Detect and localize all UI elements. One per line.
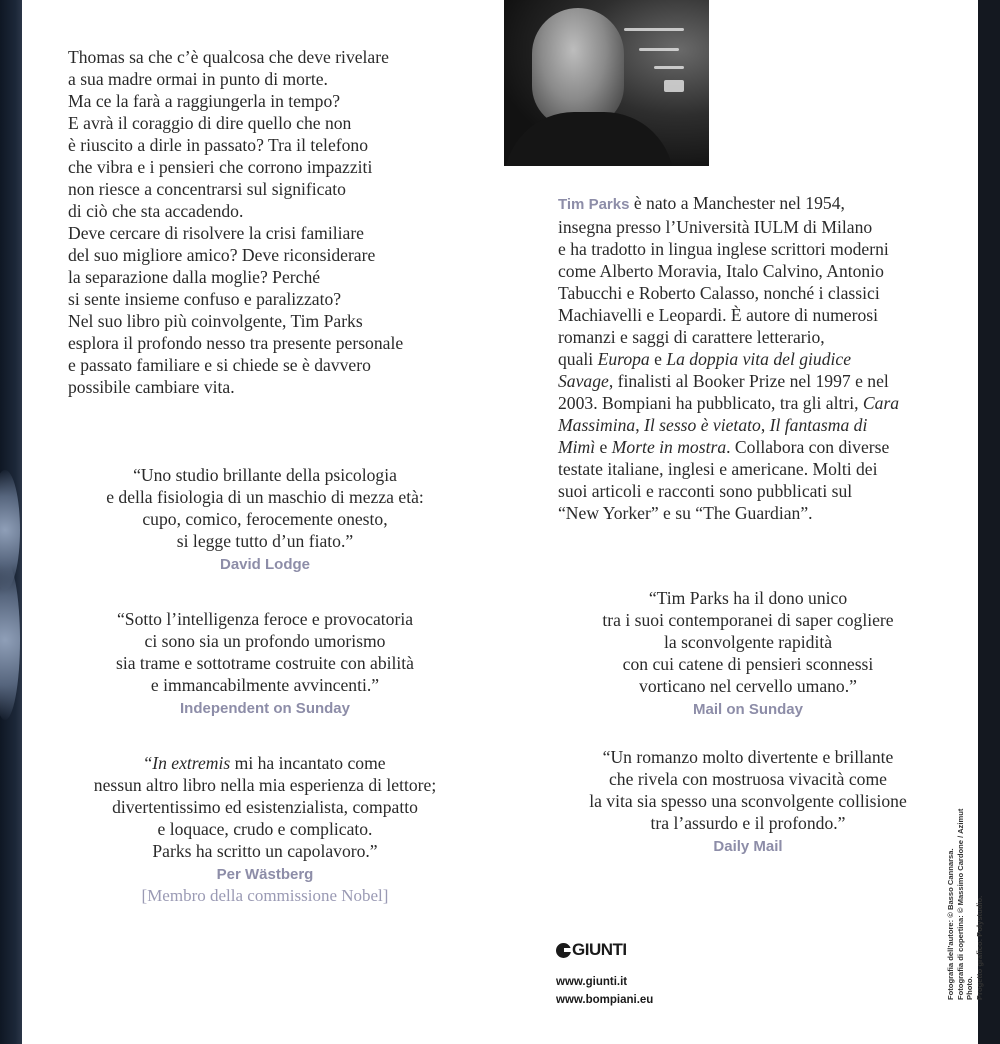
review-quote [548,587,948,721]
cover-image-fragment [0,560,20,720]
quote-source: Independent on Sunday [179,700,350,717]
review-quote [60,608,470,720]
review-quote [548,746,948,858]
author-bio: Tim Parks è nato a Manchester nel 1954, insegna presso l’Università IULM di Milano e ha tradotto in lingua inglese scrittori moderni come Alberto Moravia, Italo Calvino, Antonio Tabucchi e Roberto Calasso, nonché i classici Machiavelli e Leopardi. È autore di numerosi romanzi e saggi di carattere letterario, quali Europa e La doppia vita del giudice Savage, finalisti al Booker Prize nel 1997 e nel 2003. Bompiani ha pubblicato, tra gli altri, Cara Massimina, Il sesso è vietato, Il fantasma di Mimì e Morte in mostra. Collabora con diverse testate italiane, inglesi e americane. Molti dei suoi articoli e racconti sono pubblicati sul “New Yorker” e su “The Guardian”. [558,193,900,523]
publisher-links [556,973,653,1009]
review-quote [60,464,470,576]
author-name: Tim Parks [558,196,630,213]
publisher-logo: GIUNTI [556,940,627,960]
quote-text: “Uno studio brillante della psicologia e della fisiologia di un maschio di mezza età: cupo, comico, ferocemente onesto, si legge tutto d’un fiato.” [106,465,424,551]
quote-source: Mail on Sunday [692,701,803,718]
link-bompiani[interactable]: www.bompiani.eu [556,994,654,1006]
quote-text: nessun altro libro nella mia esperienza di lettore; divertentissimo ed esistenzialista, compatto e loquace, crudo e complicato. Parks ha scritto un capolavoro.” [93,775,437,861]
quote-source-detail: [Membro della commissione Nobel] [141,886,389,905]
quote-text: “Sotto l’intelligenza feroce e provocatoria ci sono sia un profondo umorismo sia trame e sottotrame costruite con abilità e immancabilmente avvincenti.” [115,609,414,695]
link-giunti[interactable]: www.giunti.it [556,976,628,988]
quote-text: “Tim Parks ha il dono unico tra i suoi contemporanei di saper cogliere la sconvolgente rapidità con cui catene di pensieri sconnessi vorticano nel cervello umano.” [602,588,894,696]
photo-credits: Fotografia dell’autore: © Basso Cannarsa. Fotografia di copertina: © Massimo Cardone / Azimut Photo. Progetto grafico: Polystudio. [946,808,984,1000]
quote-first-line: “In extremis mi ha incantato come [144,753,386,773]
quote-source: Daily Mail [713,838,783,855]
author-photo [504,0,709,166]
giunti-logo-icon [556,943,571,958]
quote-source: Per Wästberg [216,866,314,883]
quote-text: “Un romanzo molto divertente e brillante che rivela con mostruosa vivacità come la vita sia spesso una sconvolgente collisione tra l’assurdo e il profondo.” [589,747,907,833]
cover-edge-left [0,0,22,1044]
synopsis: Thomas sa che c’è qualcosa che deve rivelare a sua madre ormai in punto di morte. Ma ce la farà a raggiungerla in tempo? E avrà il coraggio di dire quello che non è riuscito a dirle in passato? Tra il telefono che vibra e i pensieri che corrono impazziti non riesce a concentrarsi sul significato di ciò che sta accadendo. Deve cercare di risolvere la crisi familiare del suo migliore amico? Deve riconsiderare la separazione dalla moglie? Perché si sente insieme confuso e paralizzato? Nel suo libro più coinvolgente, Tim Parks esplora il profondo nesso tra presente personale e passato familiare e si chiede se è davvero possibile cambiare vita. [68,47,404,397]
quote-source: David Lodge [219,556,310,573]
review-quote [60,752,470,906]
